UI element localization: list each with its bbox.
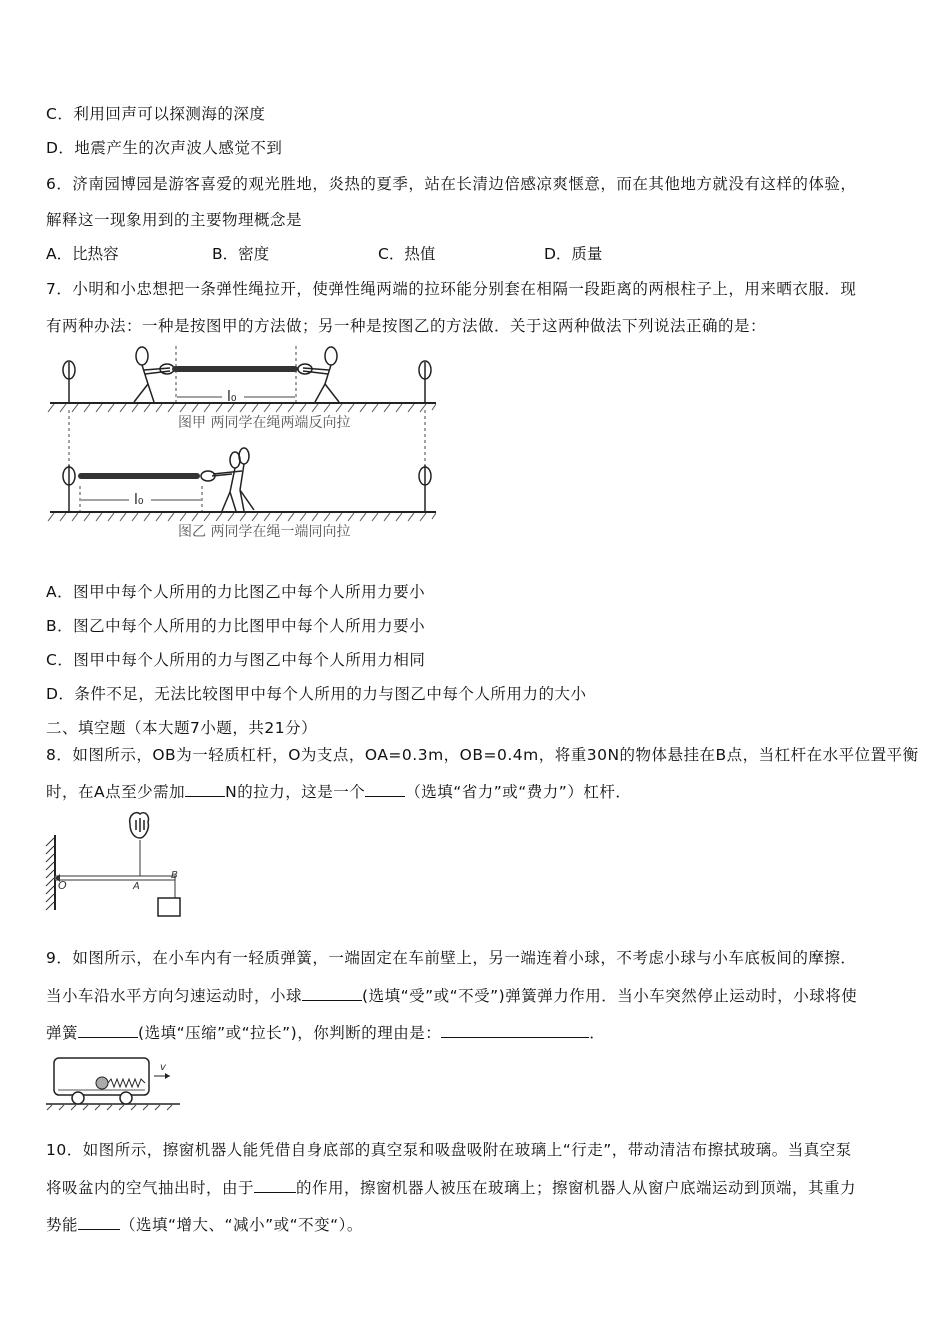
- q9-blank-spring[interactable]: [78, 1023, 138, 1038]
- q10-text-d: （选填“增大、“减小”或“不变“）。: [120, 1216, 363, 1234]
- q9-cart-figure: [44, 1050, 184, 1112]
- q10-text-b: 的作用，擦窗机器人被压在玻璃上；擦窗机器人从窗户底端运动到顶端，其重力: [296, 1179, 857, 1197]
- q9-text-a: 当小车沿水平方向匀速运动时，小球: [46, 987, 303, 1005]
- person-left-icon: [134, 347, 174, 402]
- q7-stem-line-1: 7．小明和小忠想把一条弹性绳拉开，使弹性绳两端的拉环能分别套在相隔一段距离的两根柱子上，用来晒衣服．现: [46, 280, 857, 298]
- q10-stem-line-3: [46, 1213, 363, 1235]
- q6-options: [46, 242, 602, 264]
- q9-stem-line-3: [46, 1021, 605, 1043]
- label-b: B: [171, 870, 178, 881]
- q9-blank-reason[interactable]: [441, 1023, 589, 1038]
- q5-option-c: C．利用回声可以探测海的深度: [46, 105, 266, 123]
- q10-stem-line-2: [46, 1176, 856, 1198]
- length-label-b: l₀: [134, 492, 144, 508]
- q9-text-c: 弹簧: [46, 1024, 79, 1042]
- q9-text-b: (选填“受”或“不受”)弹簧弹力作用．当小车突然停止运动时，小球将使: [362, 987, 858, 1005]
- q8-stem-line-2: [46, 780, 631, 802]
- q9-blank-force[interactable]: [302, 986, 362, 1001]
- two-persons-icon: [212, 448, 254, 511]
- q9-text-d: (选填“压缩”或“拉长”)，你判断的理由是：: [138, 1024, 442, 1042]
- q7-option-c: C．图甲中每个人所用的力与图乙中每个人所用力相同: [46, 651, 426, 669]
- q6-option-d: D．质量: [544, 245, 603, 263]
- q9-stem-line-2: [46, 984, 857, 1006]
- q7-option-a: A．图甲中每个人所用的力比图乙中每个人所用力要小: [46, 583, 426, 601]
- label-a: A: [133, 881, 140, 892]
- q9-text-e: ．: [589, 1024, 606, 1042]
- q6-option-a: A．比热容: [46, 245, 119, 263]
- q10-stem-line-1: 10．如图所示，擦窗机器人能凭借自身底部的真空泵和吸盘吸附在玻璃上“行走”，带动清洁布擦拭玻璃。当真空泵: [46, 1141, 852, 1159]
- q8-blank-lever-type[interactable]: [365, 782, 405, 797]
- q9-stem-line-1: 9．如图所示，在小车内有一轻质弹簧，一端固定在车前壁上，另一端连着小球，不考虑小球与小车底板间的摩擦．: [46, 949, 857, 967]
- q7-option-d: D．条件不足，无法比较图甲中每个人所用的力与图乙中每个人所用力的大小: [46, 685, 587, 703]
- hand-icon: [130, 813, 149, 838]
- q7-figure: [44, 340, 444, 550]
- person-right-icon: [298, 347, 339, 402]
- figure-b: [48, 448, 436, 540]
- length-label-a: l₀: [227, 389, 237, 405]
- q10-text-c: 势能: [46, 1216, 79, 1234]
- q10-text-a: 将吸盆内的空气抽出时，由于: [46, 1179, 255, 1197]
- q8-text-a: 时，在A点至少需加: [46, 783, 186, 801]
- figure-b-caption: 图乙 两同学在绳一端同向拉: [178, 524, 351, 540]
- q8-stem-line-1: 8．如图所示，OB为一轻质杠杆，O为支点，OA=0.3m，OB=0.4m，将重30N的物体悬挂在B点，当杠杆在水平位置平衡: [46, 746, 919, 764]
- q10-blank-cause[interactable]: [254, 1178, 296, 1193]
- q6-stem-line-1: 6．济南园博园是游客喜爱的观光胜地，炎热的夏季，站在长清边倍感凉爽惬意，而在其他地方就没有这样的体验，: [46, 175, 857, 193]
- q7-option-b: B．图乙中每个人所用的力比图甲中每个人所用力要小: [46, 617, 426, 635]
- q8-text-b: N的拉力，这是一个: [225, 783, 366, 801]
- section-heading: 二、填空题（本大题7小题，共21分）: [46, 719, 318, 737]
- q6-stem-line-2: 解释这一现象用到的主要物理概念是: [46, 211, 303, 229]
- figure-a: [48, 346, 436, 431]
- q6-option-b: B．密度: [212, 245, 270, 263]
- q8-blank-force[interactable]: [185, 782, 225, 797]
- q7-stem-line-2: 有两种办法：一种是按图甲的方法做；另一种是按图乙的方法做．关于这两种做法下列说法正确的是：: [46, 317, 767, 335]
- q10-blank-energy[interactable]: [78, 1215, 120, 1230]
- label-o: O: [58, 879, 67, 892]
- arrow-right-icon: [165, 1073, 170, 1079]
- label-v: v: [160, 1062, 166, 1073]
- q5-option-d: D．地震产生的次声波人感觉不到: [46, 139, 283, 157]
- q8-lever-figure: [44, 810, 194, 920]
- q8-text-c: （选填“省力”或“费力”）杠杆．: [405, 783, 632, 801]
- figure-a-caption: 图甲 两同学在绳两端反向拉: [178, 415, 351, 431]
- q6-option-c: C．热值: [378, 245, 436, 263]
